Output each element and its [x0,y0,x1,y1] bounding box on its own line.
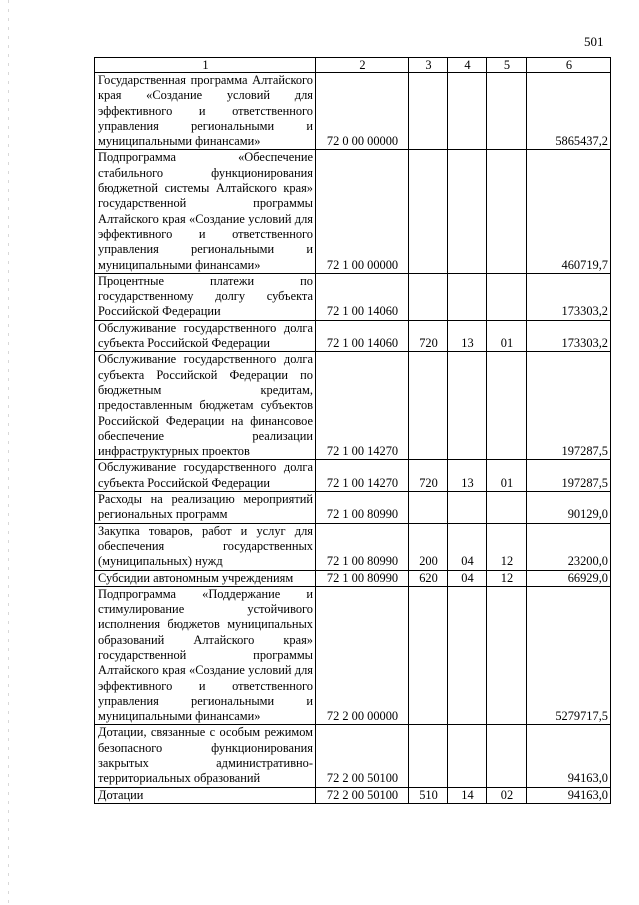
amount: 197287,5 [527,352,611,460]
expense-name: Дотации, связанные с особым режимом безопасного функционирования закрытых административно-территориальных образований [95,725,316,787]
section-code [448,352,487,460]
amount: 173303,2 [527,273,611,320]
table-row [95,150,611,273]
target-article-code: 72 1 00 80990 [316,570,409,586]
expense-type-code: 200 [409,523,448,570]
page-number: 501 [584,34,604,49]
target-article-code: 72 1 00 80990 [316,492,409,524]
target-article-code: 72 1 00 80990 [316,523,409,570]
column-header: 3 [409,58,448,73]
expense-type-code [409,273,448,320]
amount: 197287,5 [527,460,611,492]
subsection-code [487,492,527,524]
table-row [95,492,611,524]
column-header: 2 [316,58,409,73]
expense-type-code: 510 [409,787,448,803]
subsection-code [487,586,527,725]
amount: 94163,0 [527,787,611,803]
table-row [95,320,611,352]
expense-type-code [409,586,448,725]
subsection-code: 12 [487,570,527,586]
expense-name: Подпрограмма «Поддержание и стимулирование устойчивого исполнения бюджетов муниципальных образований Алтайского края» государственной программы Алтайского края «Создание условий для эффективного и ответственного управления региональными и муниципальными финансами» [95,586,316,725]
section-code: 13 [448,320,487,352]
table-row [95,787,611,803]
expense-type-code [409,73,448,150]
subsection-code [487,150,527,273]
expense-name: Обслуживание государственного долга субъекта Российской Федерации [95,460,316,492]
expense-name: Процентные платежи по государственному долгу субъекта Российской Федерации [95,273,316,320]
section-code [448,73,487,150]
subsection-code: 01 [487,320,527,352]
subsection-code [487,725,527,787]
section-code [448,150,487,273]
section-code: 04 [448,570,487,586]
expense-name: Подпрограмма «Обеспечение стабильного функционирования бюджетной системы Алтайского края» государственной программы Алтайского края «Создание условий для эффективного и ответственного управления региональными и муниципальными финансами» [95,150,316,273]
expense-name: Закупка товаров, работ и услуг для обеспечения государственных (муниципальных) нужд [95,523,316,570]
target-article-code: 72 1 00 14270 [316,352,409,460]
expense-type-code [409,352,448,460]
expense-type-code: 720 [409,460,448,492]
table-row [95,523,611,570]
target-article-code: 72 1 00 00000 [316,150,409,273]
table-row [95,73,611,150]
table-row [95,725,611,787]
table-row [95,570,611,586]
column-header: 6 [527,58,611,73]
expense-name: Субсидии автономным учреждениям [95,570,316,586]
expense-type-code: 720 [409,320,448,352]
subsection-code: 12 [487,523,527,570]
section-code [448,492,487,524]
section-code: 04 [448,523,487,570]
expense-name: Государственная программа Алтайского края «Создание условий для эффективного и ответственного управления региональными и муниципальными финансами» [95,73,316,150]
table-row [95,586,611,725]
amount: 90129,0 [527,492,611,524]
subsection-code: 01 [487,460,527,492]
expense-name: Расходы на реализацию мероприятий региональных программ [95,492,316,524]
section-code: 13 [448,460,487,492]
expense-name: Дотации [95,787,316,803]
column-header: 5 [487,58,527,73]
column-header: 1 [95,58,316,73]
section-code [448,586,487,725]
subsection-code: 02 [487,787,527,803]
column-number-row [95,58,611,73]
budget-table [94,57,611,804]
amount: 5865437,2 [527,73,611,150]
expense-type-code: 620 [409,570,448,586]
subsection-code [487,273,527,320]
section-code [448,273,487,320]
scan-edge-artifact [8,0,9,905]
expense-type-code [409,150,448,273]
section-code [448,725,487,787]
target-article-code: 72 0 00 00000 [316,73,409,150]
target-article-code: 72 1 00 14060 [316,320,409,352]
target-article-code: 72 2 00 00000 [316,586,409,725]
table-row [95,352,611,460]
table-row [95,460,611,492]
expense-name: Обслуживание государственного долга субъекта Российской Федерации по бюджетным кредитам, предоставленным бюджетам субъектов Российской Федерации на финансовое обеспечение реализации инфраструктурных проектов [95,352,316,460]
target-article-code: 72 1 00 14270 [316,460,409,492]
amount: 66929,0 [527,570,611,586]
subsection-code [487,73,527,150]
target-article-code: 72 2 00 50100 [316,787,409,803]
expense-type-code [409,725,448,787]
amount: 23200,0 [527,523,611,570]
expense-name: Обслуживание государственного долга субъекта Российской Федерации [95,320,316,352]
target-article-code: 72 1 00 14060 [316,273,409,320]
amount: 94163,0 [527,725,611,787]
table-row [95,273,611,320]
subsection-code [487,352,527,460]
expense-type-code [409,492,448,524]
section-code: 14 [448,787,487,803]
column-header: 4 [448,58,487,73]
amount: 460719,7 [527,150,611,273]
amount: 5279717,5 [527,586,611,725]
target-article-code: 72 2 00 50100 [316,725,409,787]
amount: 173303,2 [527,320,611,352]
